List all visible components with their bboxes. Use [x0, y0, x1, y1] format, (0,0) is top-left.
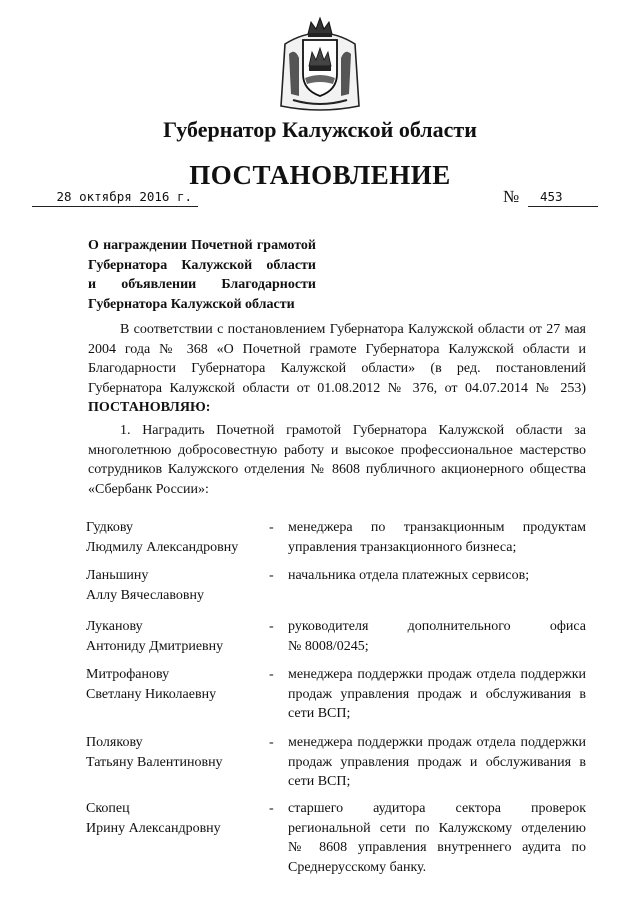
list-dash: - [269, 619, 274, 634]
recipient-position [288, 566, 586, 586]
preamble-line: Губернатора Калужской области от 01.08.2012 № 376, от 04.07.2014 № 253) [88, 380, 586, 396]
recipient-position [288, 733, 586, 792]
recipient-position [288, 617, 586, 656]
recipient-given-names: Ирину Александровну [86, 820, 221, 836]
recipient-given-names: Людмилу Александровну [86, 539, 239, 555]
position-line: региональной сети по Калужскому отделению [288, 820, 586, 836]
recipient-given-names: Антониду Дмитриевну [86, 638, 224, 654]
subject-line: Губернатора Калужской области [88, 296, 295, 312]
recipient-name [86, 799, 266, 838]
recipient-given-names: Светлану Николаевну [86, 686, 217, 702]
kaluga-coat-of-arms-icon [275, 14, 365, 114]
recipient-surname: Полякову [86, 735, 143, 750]
recipient-surname: Луканову [86, 619, 143, 634]
position-line: продаж управления продаж и обслуживания в [288, 686, 586, 702]
recipient-surname: Митрофанову [86, 667, 170, 682]
preamble-line: Благодарности Губернатора Калужской области» (в ред. постановлений [88, 361, 586, 376]
preamble-line: 2004 года № 368 «О Почетной грамоте Губернатора Калужской области и [88, 341, 586, 357]
position-line: № 8608 управления внутреннего аудита по [288, 840, 586, 855]
list-dash: - [269, 667, 274, 682]
position-line: менеджера поддержки продаж отдела поддержки [288, 735, 586, 750]
list-dash: - [269, 735, 274, 750]
governor-title: Губернатор Калужской области [163, 117, 477, 142]
document-number: 453 [540, 189, 563, 204]
position-line: старшего аудитора сектора проверок [288, 801, 586, 816]
position-line: руководителя дополнительного офиса [288, 619, 586, 634]
position-line: сети ВСП; [288, 774, 351, 789]
number-label: № [503, 187, 520, 206]
recipient-position [288, 665, 586, 724]
recipient-surname: Гудкову [86, 520, 134, 535]
recipient-name [86, 733, 266, 772]
preamble-paragraph [88, 320, 586, 418]
position-line: менеджера по транзакционным продуктам [288, 520, 586, 535]
list-dash: - [269, 568, 274, 583]
position-line: № 8008/0245; [288, 638, 369, 654]
item-line: многолетнюю добросовестную работу и высокое профессиональное мастерство [88, 442, 586, 458]
item-line: «Сбербанк России»: [88, 481, 209, 497]
subject-line: и объявлении Благодарности [88, 277, 316, 292]
position-line: Среднерусскому банку. [288, 859, 427, 875]
document-date: 28 октября 2016 г. [56, 189, 192, 204]
recipient-surname: Скопец [86, 801, 130, 816]
decree-word: ПОСТАНОВЛЯЮ: [88, 400, 211, 415]
subject-line: Губернатора Калужской области [88, 257, 316, 273]
item-line: 1. Наградить Почетной грамотой Губернатора Калужской области за [120, 423, 586, 438]
recipient-given-names: Аллу Вячеславовну [86, 587, 204, 603]
item-1-paragraph [88, 421, 586, 499]
subject-line: О награждении Почетной грамотой [88, 238, 316, 253]
position-line: управления транзакционного бизнеса; [288, 539, 517, 555]
recipient-surname: Ланьшину [86, 568, 149, 583]
document-subject [88, 236, 316, 314]
item-line: сотрудников Калужского отделения № 8608 публичного акционерного общества [88, 462, 586, 477]
number-field [528, 189, 598, 207]
position-line: начальника отдела платежных сервисов; [288, 568, 530, 583]
recipient-position [288, 518, 586, 557]
recipient-position [288, 799, 586, 877]
list-dash: - [269, 801, 274, 816]
position-line: сети ВСП; [288, 706, 351, 721]
date-field [32, 189, 198, 207]
recipient-name [86, 665, 266, 704]
recipient-name [86, 566, 266, 605]
recipient-given-names: Татьяну Валентиновну [86, 754, 223, 770]
preamble-line: В соответствии с постановлением Губернатора Калужской области от 27 мая [120, 322, 586, 337]
position-line: продаж управления продаж и обслуживания в [288, 754, 586, 770]
recipient-name [86, 617, 266, 656]
document-type: ПОСТАНОВЛЕНИЕ [189, 160, 451, 190]
recipient-name [86, 518, 266, 557]
list-dash: - [269, 520, 274, 535]
position-line: менеджера поддержки продаж отдела поддержки [288, 667, 586, 682]
